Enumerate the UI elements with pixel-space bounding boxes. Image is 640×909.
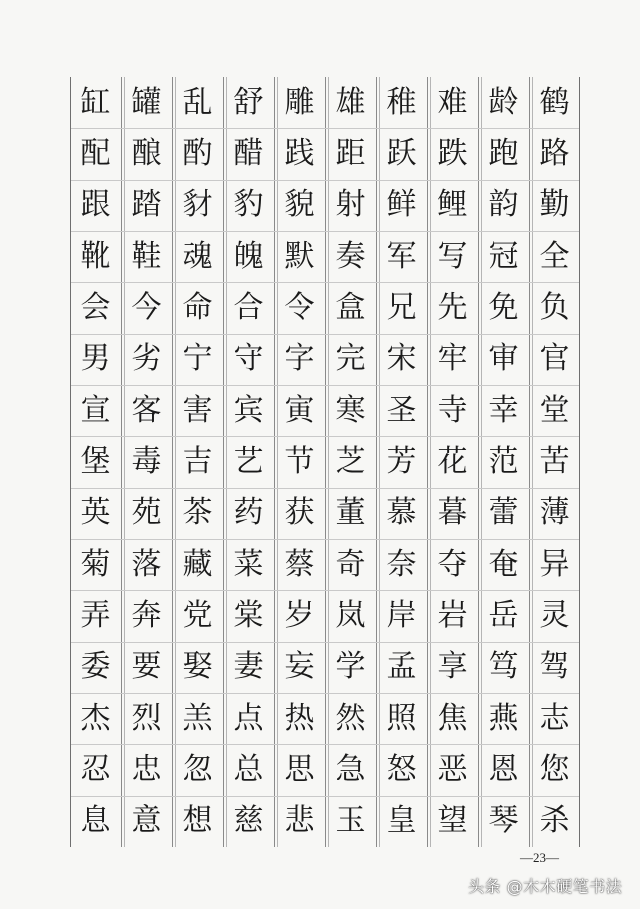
character-cell: 酌 [182, 135, 213, 171]
character-cell: 苑 [131, 495, 162, 531]
character-cell: 茶 [182, 495, 213, 531]
character-cell: 全 [539, 238, 570, 274]
character-cell: 奔 [131, 597, 162, 633]
character-cell: 酿 [131, 135, 162, 171]
character-cell: 男 [80, 341, 111, 377]
character-cell: 菜 [233, 546, 264, 582]
character-cell: 苦 [539, 443, 570, 479]
character-cell: 点 [233, 700, 264, 736]
character-cell: 牢 [437, 341, 468, 377]
character-cell: 命 [182, 289, 213, 325]
character-cell: 杰 [80, 700, 111, 736]
character-cell: 慕 [386, 495, 417, 531]
character-cell: 射 [335, 187, 366, 223]
character-cell: 鹤 [539, 84, 570, 120]
character-cell: 照 [386, 700, 417, 736]
character-cell: 学 [335, 649, 366, 685]
watermark: 头条 @木木硬笔书法 [468, 877, 623, 896]
character-cell: 魂 [182, 238, 213, 274]
character-cell: 蕾 [488, 495, 519, 531]
character-cell: 蔡 [284, 546, 315, 582]
character-cell: 配 [80, 135, 111, 171]
character-cell: 菊 [80, 546, 111, 582]
character-cell: 忍 [80, 751, 111, 787]
character-cell: 藏 [182, 546, 213, 582]
character-cell: 跟 [80, 187, 111, 223]
character-cell: 劣 [131, 341, 162, 377]
character-cell: 花 [437, 443, 468, 479]
character-cell: 难 [437, 84, 468, 120]
character-cell: 奇 [335, 546, 366, 582]
character-cell: 热 [284, 700, 315, 736]
character-cell: 忽 [182, 751, 213, 787]
character-cell: 异 [539, 546, 570, 582]
character-cell: 夺 [437, 546, 468, 582]
character-cell: 琴 [488, 803, 519, 839]
character-cell: 写 [437, 238, 468, 274]
character-cell: 玉 [335, 803, 366, 839]
character-cell: 慈 [233, 803, 264, 839]
character-cell: 勤 [539, 187, 570, 223]
character-cell: 孟 [386, 649, 417, 685]
character-cell: 委 [80, 649, 111, 685]
character-cell: 跌 [437, 135, 468, 171]
character-cell: 范 [488, 443, 519, 479]
character-grid [70, 77, 580, 847]
character-cell: 堂 [539, 392, 570, 428]
character-cell: 兄 [386, 289, 417, 325]
character-cell: 寅 [284, 392, 315, 428]
character-cell: 燕 [488, 700, 519, 736]
character-cell: 息 [80, 803, 111, 839]
character-cell: 总 [233, 751, 264, 787]
character-cell: 怒 [386, 751, 417, 787]
character-cell: 芝 [335, 443, 366, 479]
character-cell: 想 [182, 803, 213, 839]
character-cell: 您 [539, 751, 570, 787]
character-cell: 官 [539, 341, 570, 377]
character-cell: 宁 [182, 341, 213, 377]
character-cell: 思 [284, 751, 315, 787]
character-cell: 悲 [284, 803, 315, 839]
character-cell: 守 [233, 341, 264, 377]
character-cell: 要 [131, 649, 162, 685]
character-cell: 醋 [233, 135, 264, 171]
character-cell: 鲜 [386, 187, 417, 223]
character-cell: 岁 [284, 597, 315, 633]
character-cell: 笃 [488, 649, 519, 685]
character-cell: 罐 [131, 84, 162, 120]
character-cell: 路 [539, 135, 570, 171]
character-cell: 先 [437, 289, 468, 325]
character-cell: 距 [335, 135, 366, 171]
character-cell: 弄 [80, 597, 111, 633]
character-cell: 舒 [233, 84, 264, 120]
character-cell: 岩 [437, 597, 468, 633]
character-cell: 烈 [131, 700, 162, 736]
character-cell: 忠 [131, 751, 162, 787]
character-cell: 盒 [335, 289, 366, 325]
character-cell: 鞋 [131, 238, 162, 274]
character-cell: 薄 [539, 495, 570, 531]
character-cell: 奏 [335, 238, 366, 274]
character-cell: 棠 [233, 597, 264, 633]
character-cell: 军 [386, 238, 417, 274]
character-cell: 跃 [386, 135, 417, 171]
character-cell: 暮 [437, 495, 468, 531]
character-cell: 落 [131, 546, 162, 582]
character-cell: 节 [284, 443, 315, 479]
character-cell: 获 [284, 495, 315, 531]
character-cell: 令 [284, 289, 315, 325]
character-cell: 韵 [488, 187, 519, 223]
character-cell: 字 [284, 341, 315, 377]
character-cell: 艺 [233, 443, 264, 479]
character-cell: 跑 [488, 135, 519, 171]
page-number: —23— [520, 850, 559, 865]
character-cell: 乱 [182, 84, 213, 120]
character-cell: 靴 [80, 238, 111, 274]
character-cell: 董 [335, 495, 366, 531]
character-cell: 雕 [284, 84, 315, 120]
character-cell: 雄 [335, 84, 366, 120]
character-cell: 奈 [386, 546, 417, 582]
character-cell: 芳 [386, 443, 417, 479]
character-cell: 豺 [182, 187, 213, 223]
character-cell: 冠 [488, 238, 519, 274]
character-cell: 药 [233, 495, 264, 531]
character-cell: 堡 [80, 443, 111, 479]
character-cell: 毒 [131, 443, 162, 479]
character-cell: 吉 [182, 443, 213, 479]
character-cell: 圣 [386, 392, 417, 428]
character-cell: 缸 [80, 84, 111, 120]
character-cell: 会 [80, 289, 111, 325]
character-cell: 岳 [488, 597, 519, 633]
character-cell: 负 [539, 289, 570, 325]
character-cell: 皇 [386, 803, 417, 839]
character-cell: 免 [488, 289, 519, 325]
character-cell: 完 [335, 341, 366, 377]
character-cell: 魄 [233, 238, 264, 274]
character-cell: 然 [335, 700, 366, 736]
character-cell: 妄 [284, 649, 315, 685]
character-cell: 默 [284, 238, 315, 274]
character-cell: 宋 [386, 341, 417, 377]
character-cell: 羔 [182, 700, 213, 736]
character-cell: 岚 [335, 597, 366, 633]
character-cell: 审 [488, 341, 519, 377]
character-cell: 志 [539, 700, 570, 736]
character-cell: 合 [233, 289, 264, 325]
character-cell: 害 [182, 392, 213, 428]
character-cell: 望 [437, 803, 468, 839]
character-cell: 恩 [488, 751, 519, 787]
character-cell: 享 [437, 649, 468, 685]
character-cell: 豹 [233, 187, 264, 223]
character-cell: 幸 [488, 392, 519, 428]
character-cell: 龄 [488, 84, 519, 120]
character-cell: 急 [335, 751, 366, 787]
character-cell: 意 [131, 803, 162, 839]
character-cell: 鲤 [437, 187, 468, 223]
character-cell: 宾 [233, 392, 264, 428]
character-cell: 娶 [182, 649, 213, 685]
character-cell: 杀 [539, 803, 570, 839]
character-cell: 今 [131, 289, 162, 325]
character-cell: 宣 [80, 392, 111, 428]
character-cell: 稚 [386, 84, 417, 120]
character-cell: 焦 [437, 700, 468, 736]
character-cell: 英 [80, 495, 111, 531]
character-cell: 妻 [233, 649, 264, 685]
character-cell: 党 [182, 597, 213, 633]
character-cell: 奄 [488, 546, 519, 582]
character-cell: 踏 [131, 187, 162, 223]
character-cell: 岸 [386, 597, 417, 633]
character-cell: 客 [131, 392, 162, 428]
character-cell: 驾 [539, 649, 570, 685]
character-cell: 践 [284, 135, 315, 171]
character-cell: 恶 [437, 751, 468, 787]
character-cell: 灵 [539, 597, 570, 633]
character-cell: 寒 [335, 392, 366, 428]
character-cell: 貌 [284, 187, 315, 223]
character-cell: 寺 [437, 392, 468, 428]
